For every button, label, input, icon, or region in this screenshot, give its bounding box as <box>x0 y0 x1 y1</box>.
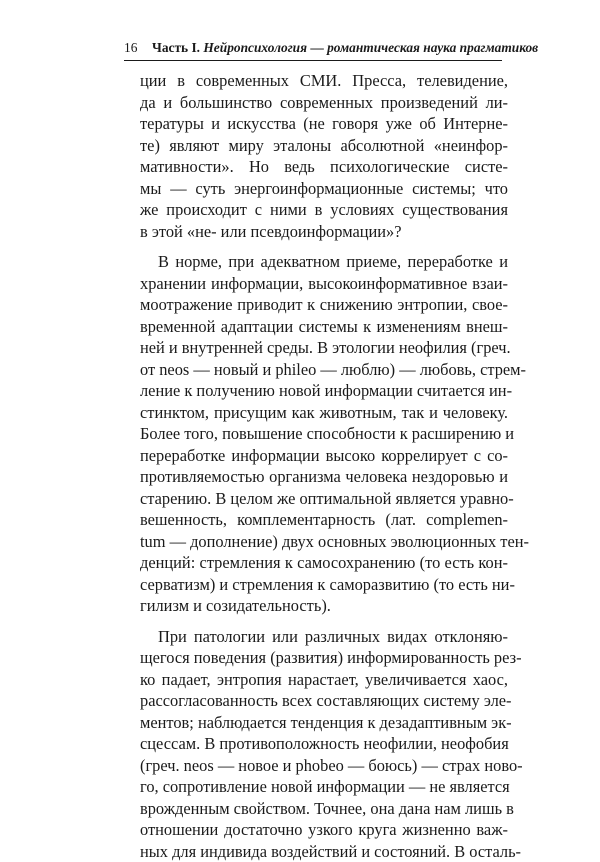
text-line: же происходит с ними в условиях существования <box>140 199 508 221</box>
text-line: отношении достаточно узкого круга жизненно важ- <box>140 819 508 841</box>
text-line: tum — дополнение) двух основных эволюционных тен- <box>140 531 508 553</box>
text-line: ных для индивида воздействий и состояний. В осталь- <box>140 841 508 862</box>
running-header <box>124 38 502 60</box>
text-line: ление к получению новой информации считается ин- <box>140 380 508 402</box>
text-line: (греч. neos — новое и phobeo — боюсь) — страх ново- <box>140 755 508 777</box>
text-line: При патологии или различных видах отклоняю- <box>140 626 508 648</box>
text-line: мы — суть энергоинформационные системы; что <box>140 178 508 200</box>
text-line: Более того, повышение способности к расширению и <box>140 423 508 445</box>
text-line: денций: стремления к самосохранению (то есть кон- <box>140 552 508 574</box>
text-line: те) являют миру эталоны абсолютной «неинфор- <box>140 135 508 157</box>
text-line: от neos — новый и phileo — люблю) — любовь, стрем- <box>140 359 508 381</box>
text-line: вешенность, комплементарность (лат. complemen- <box>140 509 508 531</box>
text-line: ментов; наблюдается тенденция к дезадаптивным эк- <box>140 712 508 734</box>
paragraph-gap <box>140 617 508 626</box>
text-line: хранении информации, высокоинформативное взаи- <box>140 273 508 295</box>
text-line: ней и внутренней среды. В этологии неофилия (греч. <box>140 337 508 359</box>
text-line: стинктом, присущим как животным, так и человеку. <box>140 402 508 424</box>
page-number: 16 <box>124 40 137 56</box>
header-rule <box>124 60 502 61</box>
title-separator: — <box>307 40 327 55</box>
paragraph-gap <box>140 242 508 251</box>
text-line: тературы и искусства (не говоря уже об Интерне- <box>140 113 508 135</box>
text-line: гилизм и созидательность). <box>140 595 508 617</box>
paragraph-2 <box>140 251 508 617</box>
text-line: противляемостью организма человека нездоровью и <box>140 466 508 488</box>
text-line: мативности». Но ведь психологические систе- <box>140 156 508 178</box>
text-line: щегося поведения (развития) информированность рез- <box>140 647 508 669</box>
text-line: серватизм) и стремления к саморазвитию (то есть ни- <box>140 574 508 596</box>
text-line: сцессам. В противоположность неофилии, неофобия <box>140 733 508 755</box>
paragraph-1 <box>140 70 508 242</box>
text-line: временной адаптации системы к изменениям внеш- <box>140 316 508 338</box>
text-line: переработке информации высоко коррелирует с со- <box>140 445 508 467</box>
body-text <box>140 70 508 862</box>
text-line: го, сопротивление новой информации — не является <box>140 776 508 798</box>
text-line: моотражение приводит к снижению энтропии, свое- <box>140 294 508 316</box>
part-label: Часть I. <box>152 40 200 55</box>
text-line: да и большинство современных произведений ли- <box>140 92 508 114</box>
text-line: врожденным свойством. Точнее, она дана нам лишь в <box>140 798 508 820</box>
text-line: в этой «не- или псевдоинформации»? <box>140 221 508 243</box>
running-head-title <box>152 40 538 56</box>
text-line: ко падает, энтропия нарастает, увеличивается хаос, <box>140 669 508 691</box>
text-line: ции в современных СМИ. Пресса, телевидение, <box>140 70 508 92</box>
text-line: В норме, при адекватном приеме, переработке и <box>140 251 508 273</box>
topic-subtitle: романтическая наука прагматиков <box>327 40 538 55</box>
paragraph-3 <box>140 626 508 862</box>
text-line: рассогласованность всех составляющих систему эле- <box>140 690 508 712</box>
text-line: старению. В целом же оптимальной является уравно- <box>140 488 508 510</box>
topic-title: Нейропсихология <box>203 40 307 55</box>
